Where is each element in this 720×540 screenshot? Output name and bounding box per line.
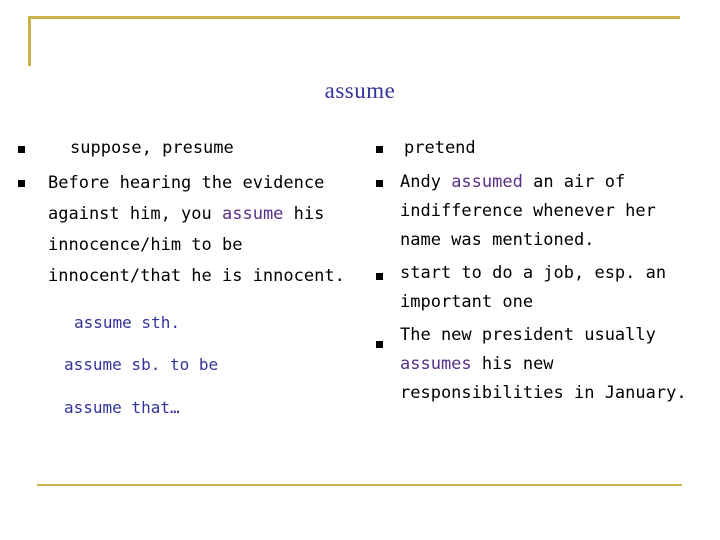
square-bullet-icon <box>376 273 383 280</box>
bottom-rule <box>37 484 682 486</box>
square-bullet-icon <box>376 146 383 153</box>
slide-title: assume <box>324 78 396 103</box>
text-segment: his new <box>471 354 554 374</box>
right-item-3-line-1: start to do a job, esp. an <box>400 263 667 283</box>
left-item-2-line-2 <box>48 199 324 230</box>
highlighted-word: assume <box>222 204 284 224</box>
highlighted-word: assumes <box>400 354 472 374</box>
right-item-2-line-3: name was mentioned. <box>400 230 595 250</box>
left-rule <box>28 16 31 66</box>
text-segment: Before hearing the evidence <box>48 173 325 193</box>
right-item-3-line-2: important one <box>400 292 534 312</box>
right-item-1: pretend <box>404 138 476 158</box>
left-item-2-line-1 <box>48 168 324 199</box>
right-item-4-line-3: responsibilities in January. <box>400 383 687 403</box>
left-item-2-line-3 <box>48 230 242 261</box>
square-bullet-icon <box>376 180 383 187</box>
text-segment: an air of <box>522 172 626 192</box>
right-item-4-line-1: The new president usually <box>400 325 656 345</box>
right-item-2-line-2: indifference whenever her <box>400 201 656 221</box>
pattern-assume-that: assume that… <box>64 398 180 417</box>
right-item-4-line-2 <box>400 350 554 379</box>
square-bullet-icon <box>18 180 25 187</box>
top-rule <box>28 16 680 19</box>
highlighted-word: assumed <box>451 172 523 192</box>
text-segment: against him, you <box>48 204 222 224</box>
left-item-1: suppose, presume <box>70 138 234 158</box>
text-segment: innocence/him to be <box>48 235 243 255</box>
left-item-2-line-4 <box>48 261 345 292</box>
pattern-assume-sth: assume sth. <box>74 313 180 332</box>
right-item-2-line-1 <box>400 168 625 197</box>
square-bullet-icon <box>18 146 25 153</box>
text-segment: his <box>283 204 325 224</box>
text-segment: innocent/that he is innocent. <box>48 266 345 286</box>
text-segment: Andy <box>400 172 452 192</box>
square-bullet-icon <box>376 341 383 348</box>
pattern-assume-sb-to-be: assume sb. to be <box>64 355 219 374</box>
